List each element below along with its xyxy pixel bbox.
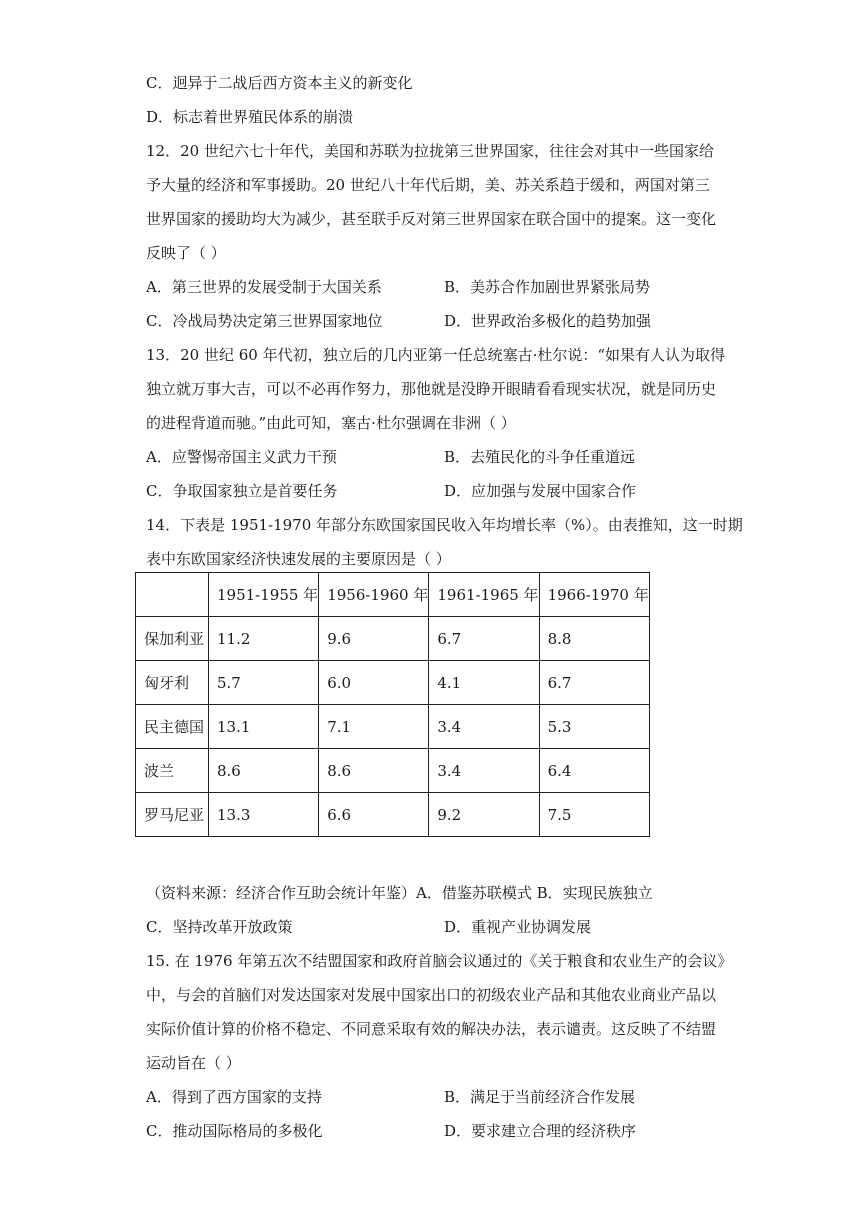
q12-option-c: C．冷战局势决定第三世界国家地位	[146, 312, 383, 330]
q15-option-c: C．推动国际格局的多极化	[146, 1122, 323, 1140]
q15-stem-line-4: 运动旨在（ ）	[146, 1054, 241, 1072]
table-cell: 波兰	[136, 749, 209, 793]
table-row	[136, 617, 650, 661]
table-cell: 6.7	[539, 661, 649, 705]
table-row	[136, 705, 650, 749]
q13-option-c: C．争取国家独立是首要任务	[146, 482, 338, 500]
table-cell: 罗马尼亚	[136, 793, 209, 837]
q14-source-and-options-ab: （资料来源：经济合作互助会统计年鉴）A．借鉴苏联模式 B．实现民族独立	[146, 884, 653, 902]
q12-option-a: A．第三世界的发展受制于大国关系	[146, 278, 382, 296]
table-header-cell: 1951-1955 年	[209, 573, 319, 617]
table-cell: 3.4	[429, 705, 539, 749]
table-cell: 5.3	[539, 705, 649, 749]
table-header-cell: 1961-1965 年	[429, 573, 539, 617]
q15-option-a: A．得到了西方国家的支持	[146, 1088, 322, 1106]
table-cell: 5.7	[209, 661, 319, 705]
table-cell: 保加利亚	[136, 617, 209, 661]
table-header-cell: 1956-1960 年	[319, 573, 429, 617]
table-cell: 9.2	[429, 793, 539, 837]
q12-stem-line-2: 予大量的经济和军事援助。20 世纪八十年代后期，美、苏关系趋于缓和，两国对第三	[146, 176, 710, 194]
table-header-row	[136, 573, 650, 617]
q12-option-b: B．美苏合作加剧世界紧张局势	[444, 278, 651, 296]
table-header-cell: 1966-1970 年	[539, 573, 649, 617]
q12-stem-line-3: 世界国家的援助均大为减少，甚至联手反对第三世界国家在联合国中的提案。这一变化	[146, 210, 717, 228]
table-row	[136, 793, 650, 837]
q13-option-b: B．去殖民化的斗争任重道远	[444, 448, 636, 466]
q15-stem-line-2: 中，与会的首脑们对发达国家对发展中国家出口的初级农业产品和其他农业商业产品以	[146, 986, 717, 1004]
table-cell: 7.1	[319, 705, 429, 749]
table-cell: 7.5	[539, 793, 649, 837]
table-header-cell	[136, 573, 209, 617]
table-cell: 匈牙利	[136, 661, 209, 705]
q13-option-d: D．应加强与发展中国家合作	[444, 482, 637, 500]
table-cell: 3.4	[429, 749, 539, 793]
prev-option-d: D．标志着世界殖民体系的崩溃	[146, 108, 354, 126]
table-cell: 4.1	[429, 661, 539, 705]
q15-stem-line-3: 实际价值计算的价格不稳定、不同意采取有效的解决办法，表示谴责。这反映了不结盟	[146, 1020, 717, 1038]
q12-stem-line-1: 12．20 世纪六七十年代，美国和苏联为拉拢第三世界国家，往往会对其中一些国家给	[146, 142, 714, 160]
table-row	[136, 749, 650, 793]
q15-option-b: B．满足于当前经济合作发展	[444, 1088, 636, 1106]
prev-option-c: C．迥异于二战后西方资本主义的新变化	[146, 74, 413, 92]
q14-stem-line-1: 14．下表是 1951-1970 年部分东欧国家国民收入年均增长率（%）。由表推知，这一时期	[146, 516, 743, 534]
table-cell: 民主德国	[136, 705, 209, 749]
growth-rate-table	[135, 572, 650, 837]
table-row	[136, 661, 650, 705]
q13-stem-line-1: 13．20 世纪 60 年代初，独立后的几内亚第一任总统塞古·杜尔说：“如果有人认为取得	[146, 346, 726, 364]
q13-stem-line-2: 独立就万事大吉，可以不必再作努力，那他就是没睁开眼睛看看现实状况，就是同历史	[146, 380, 717, 398]
q12-option-d: D．世界政治多极化的趋势加强	[444, 312, 652, 330]
table-cell: 8.6	[319, 749, 429, 793]
table-cell: 8.6	[209, 749, 319, 793]
table-cell: 6.6	[319, 793, 429, 837]
table-cell: 6.7	[429, 617, 539, 661]
table-cell: 6.4	[539, 749, 649, 793]
table-cell: 13.1	[209, 705, 319, 749]
table-cell: 6.0	[319, 661, 429, 705]
q14-option-c: C．坚持改革开放政策	[146, 918, 293, 936]
q12-stem-line-4: 反映了（ ）	[146, 244, 226, 262]
q13-option-a: A．应警惕帝国主义武力干预	[146, 448, 337, 466]
table-cell: 9.6	[319, 617, 429, 661]
q14-option-d: D．重视产业协调发展	[444, 918, 592, 936]
table-cell: 13.3	[209, 793, 319, 837]
q15-stem-line-1: 15. 在 1976 年第五次不结盟国家和政府首脑会议通过的《关于粮食和农业生产的会议》	[146, 952, 733, 970]
table-cell: 8.8	[539, 617, 649, 661]
q14-stem-line-2: 表中东欧国家经济快速发展的主要原因是（ ）	[146, 550, 451, 568]
table-cell: 11.2	[209, 617, 319, 661]
q15-option-d: D．要求建立合理的经济秩序	[444, 1122, 637, 1140]
q13-stem-line-3: 的进程背道而驰。”由此可知，塞古·杜尔强调在非洲（ ）	[146, 414, 516, 432]
